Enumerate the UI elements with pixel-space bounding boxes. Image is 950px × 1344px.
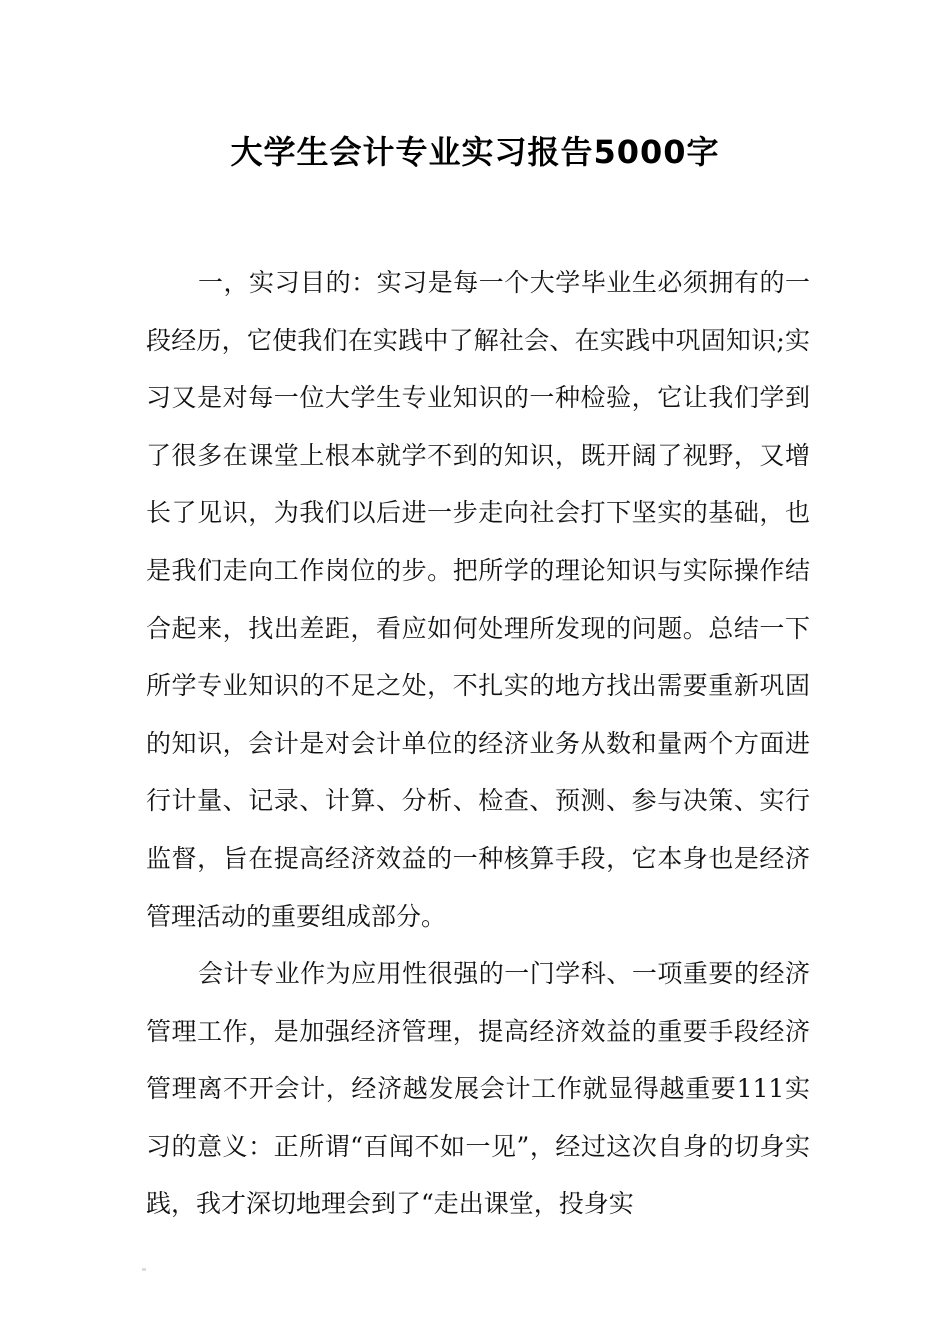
- document-title: 大学生会计专业实习报告5000字: [230, 133, 720, 171]
- scan-speck: [142, 1268, 146, 1271]
- paragraph-accounting-major: 会计专业作为应用性很强的一门学科、一项重要的经济管理工作，是加强经济管理，提高经济效益的重要手段经济管理离不开会计，经济越发展会计工作就显得越重要111实习的意义：正所谓“百闻不如一见”，经过这次自身的切身实践，我才深切地理会到了“走出课堂，投身实: [146, 959, 810, 1219]
- paragraph-internship-purpose: 一，实习目的：实习是每一个大学毕业生必须拥有的一段经历，它使我们在实践中了解社会、在实践中巩固知识;实习又是对每一位大学生专业知识的一种检验，它让我们学到了很多在课堂上根本就学不到的知识，既开阔了视野，又增长了见识，为我们以后进一步走向社会打下坚实的基础，也是我们走向工作岗位的步。把所学的理论知识与实际操作结合起来，找出差距，看应如何处理所发现的问题。总结一下所学专业知识的不足之处，不扎实的地方找出需要重新巩固的知识，会计是对会计单位的经济业务从数和量两个方面进行计量、记录、计算、分析、检查、预测、参与决策、实行监督，旨在提高经济效益的一种核算手段，它本身也是经济管理活动的重要组成部分。: [146, 268, 810, 931]
